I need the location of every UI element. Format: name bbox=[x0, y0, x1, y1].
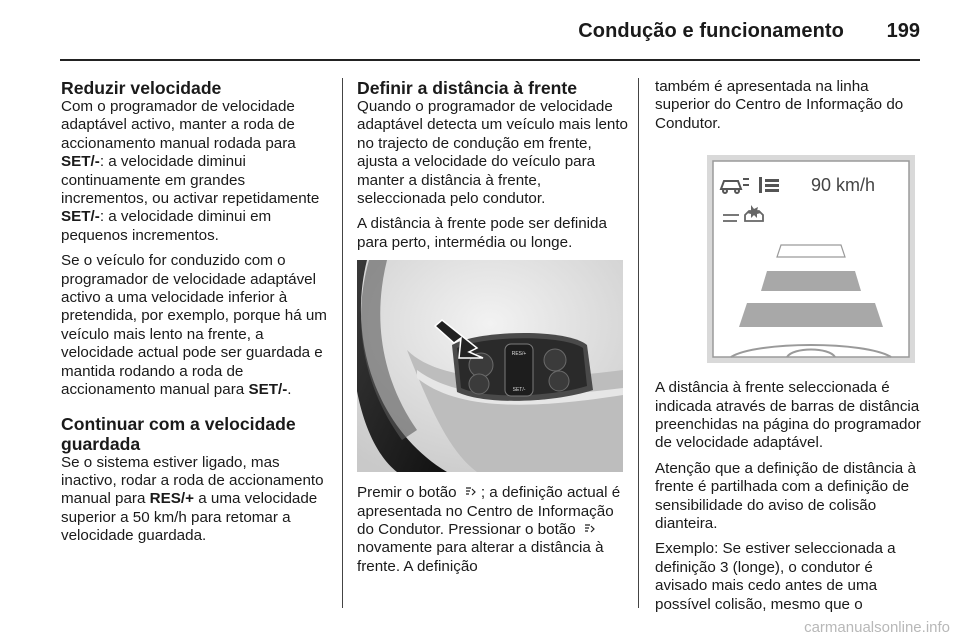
distance-bar-3 bbox=[739, 303, 883, 327]
column-3 bbox=[655, 78, 927, 621]
column-divider-2 bbox=[638, 78, 639, 608]
steering-wheel-illustration bbox=[357, 260, 623, 472]
distance-button-icon bbox=[464, 485, 478, 499]
column-2 bbox=[357, 78, 629, 583]
page-header bbox=[0, 0, 960, 64]
paragraph-set-distance-3: Premir o botão ; a definição actual é apresentada no Centro de Informação do Condutor. Pressionar o botão novamente para alterar a distância à frente. A definição bbox=[357, 484, 621, 575]
distance-bar-2 bbox=[761, 271, 861, 291]
column-1 bbox=[61, 78, 333, 553]
section-heading-reduce-speed: Reduzir velocidade bbox=[61, 78, 222, 98]
paragraph-display-line: também é apresentada na linha superior do Centro de Informação do Condutor. bbox=[655, 78, 904, 132]
res-label: RES/+ bbox=[511, 351, 527, 358]
paragraph-example: Exemplo: Se estiver seleccionada a definição 3 (longe), o condutor é avisado mais cedo antes de uma possível colisão, mesmo que o bbox=[655, 540, 896, 613]
paragraph-resume-speed: Se o sistema estiver ligado, mas inactivo, rodar a roda de accionamento manual para RES/+ a uma velocidade superior a 50 km/h para retomar a velocidade guardada. bbox=[61, 453, 324, 545]
distance-bars-icon bbox=[759, 177, 779, 193]
set-label: SET/- bbox=[512, 387, 526, 394]
page-number: 199 bbox=[886, 20, 920, 42]
paragraph-shared-setting: Atenção que a definição de distância à frente é partilhada com a definição de sensibilidade do aviso de colisão dianteira. bbox=[655, 459, 916, 533]
watermark: carmanualsonline.info bbox=[804, 619, 950, 636]
distance-bars-illustration bbox=[707, 155, 915, 363]
section-heading-set-distance: Definir a distância à frente bbox=[357, 78, 577, 98]
section-heading-resume-speed: Continuar com a velocidade guardada bbox=[61, 413, 296, 454]
driver-information-display bbox=[707, 155, 915, 363]
display-speed: 90 km/h bbox=[810, 175, 876, 196]
paragraph-reduce-speed-1: Com o programador de velocidade adaptável activo, manter a roda de accionamento manual rodada para SET/-: a velocidade diminui continuamente em grandes incrementos, ou activar repetidamente SET/-: a velocidade diminui em pequenos incrementos. bbox=[61, 98, 320, 244]
chapter-title: Condução e funcionamento bbox=[578, 20, 844, 42]
paragraph-set-distance-2: A distância à frente pode ser definida para perto, intermédia ou longe. bbox=[357, 215, 607, 251]
header-rule bbox=[60, 59, 920, 61]
paragraph-reduce-speed-2: Se o veículo for conduzido com o programador de velocidade adaptável activo a uma velocidade inferior à pretendida, por exemplo, porque há um veículo mais lento na frente, a velocidade actual pode ser guardada e mantida rodando a roda de accionamento manual para SET/-. bbox=[61, 252, 327, 399]
column-divider-1 bbox=[342, 78, 343, 608]
paragraph-distance-indication: A distância à frente seleccionada é indicada através de barras de distância preenchidas na página do programador de velocidade adaptável. bbox=[655, 379, 921, 452]
distance-button-icon bbox=[583, 522, 597, 536]
paragraph-set-distance-1: Quando o programador de velocidade adaptável detecta um veículo mais lento no trajecto de condução em frente, ajusta a velocidade do veículo para manter a distância à frente, seleccionada pelo condutor. bbox=[357, 98, 629, 208]
distance-bar-1 bbox=[777, 245, 845, 257]
steering-wheel-photo bbox=[357, 260, 623, 472]
